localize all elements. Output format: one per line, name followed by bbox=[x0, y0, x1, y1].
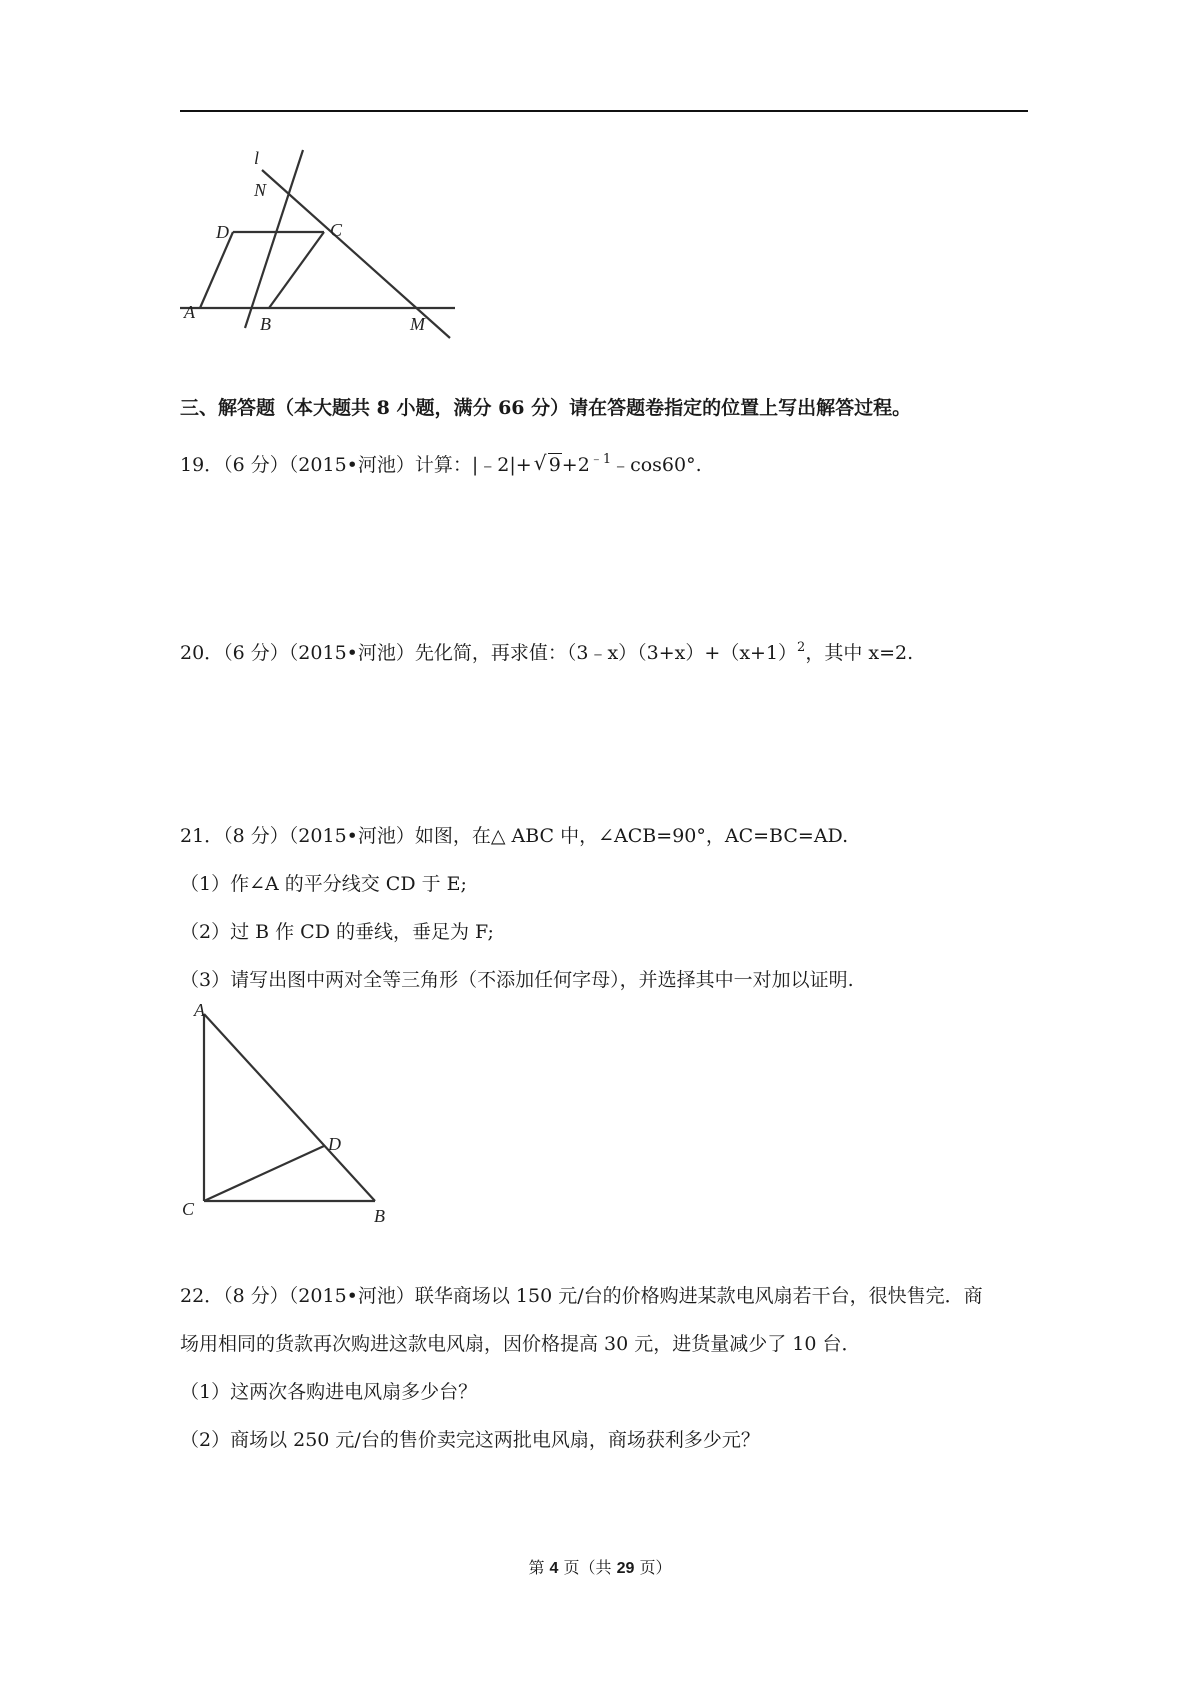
q19-prefix: 19．（6 分）（2015•河池）计算： bbox=[180, 454, 472, 476]
question-22-part-2: （2）商场以 250 元/台的售价卖完这两批电风扇，商场获利多少元？ bbox=[180, 1429, 760, 1451]
label-d: D bbox=[328, 1134, 341, 1154]
figure-parallelogram-svg bbox=[170, 140, 470, 340]
label-b: B bbox=[374, 1206, 385, 1226]
question-21-part-3: （3）请写出图中两对全等三角形（不添加任何字母），并选择其中一对加以证明. bbox=[180, 969, 854, 991]
footer-mid: 页（共 bbox=[558, 1558, 617, 1577]
segment-ad bbox=[200, 232, 233, 308]
label-c: C bbox=[182, 1199, 195, 1219]
line-nm bbox=[262, 170, 450, 338]
label-l: l bbox=[254, 148, 260, 168]
q19-tail: ﹣cos60°. bbox=[611, 454, 702, 476]
footer-pre: 第 bbox=[528, 1558, 550, 1577]
label-n: N bbox=[254, 180, 267, 200]
segment-cd bbox=[204, 1146, 324, 1201]
footer-page-number: 4 bbox=[549, 1560, 559, 1577]
q19-plus2: +2 bbox=[561, 454, 590, 476]
question-22-line-2: 场用相同的货款再次购进这款电风扇，因价格提高 30 元，进货量减少了 10 台． bbox=[180, 1333, 861, 1355]
q20-tail: ，其中 x=2. bbox=[805, 642, 914, 664]
label-b: B bbox=[260, 314, 271, 334]
radical-icon: √ bbox=[533, 451, 547, 475]
footer-total-pages: 29 bbox=[616, 1560, 635, 1577]
question-21-stem: 21．（8 分）（2015•河池）如图，在△ ABC 中，∠ACB=90°，AC=BC=AD. bbox=[180, 825, 849, 847]
q20-text: 20．（6 分）（2015•河池）先化简，再求值：（3﹣x）（3+x）+（x+1） bbox=[180, 642, 798, 664]
label-a: A bbox=[184, 302, 195, 322]
header-rule bbox=[180, 110, 1028, 112]
question-22-part-1: （1）这两次各购进电风扇多少台？ bbox=[180, 1381, 478, 1403]
section-3-title: 三、解答题（本大题共 8 小题，满分 66 分）请在答题卷指定的位置上写出解答过程。 bbox=[180, 397, 912, 419]
figure-right-triangle-svg bbox=[178, 1000, 408, 1230]
question-21-part-1: （1）作∠A 的平分线交 CD 于 E; bbox=[180, 873, 467, 895]
figure-right-triangle bbox=[178, 1000, 408, 1230]
figure-parallelogram bbox=[170, 140, 470, 340]
question-21-part-2: （2）过 B 作 CD 的垂线，垂足为 F; bbox=[180, 921, 494, 943]
q19-abs: |﹣2| bbox=[471, 454, 516, 476]
segment-ab bbox=[204, 1014, 375, 1201]
footer-post: 页） bbox=[634, 1558, 672, 1577]
question-22-line-1: 22．（8 分）（2015•河池）联华商场以 150 元/台的价格购进某款电风扇若干台，很快售完．商 bbox=[180, 1285, 983, 1307]
label-d: D bbox=[216, 222, 229, 242]
label-a: A bbox=[194, 1000, 205, 1020]
page-footer bbox=[0, 1555, 1200, 1578]
segment-bc bbox=[269, 232, 324, 308]
question-19 bbox=[180, 446, 702, 479]
q19-plus: + bbox=[515, 454, 532, 476]
q20-exponent: 2 bbox=[797, 640, 806, 655]
q19-sqrt bbox=[534, 451, 562, 479]
label-c: C bbox=[330, 220, 343, 240]
question-20 bbox=[180, 634, 913, 667]
label-m: M bbox=[410, 314, 425, 334]
q19-radicand: 9 bbox=[548, 454, 561, 476]
q19-exponent: ﹣1 bbox=[589, 452, 612, 467]
